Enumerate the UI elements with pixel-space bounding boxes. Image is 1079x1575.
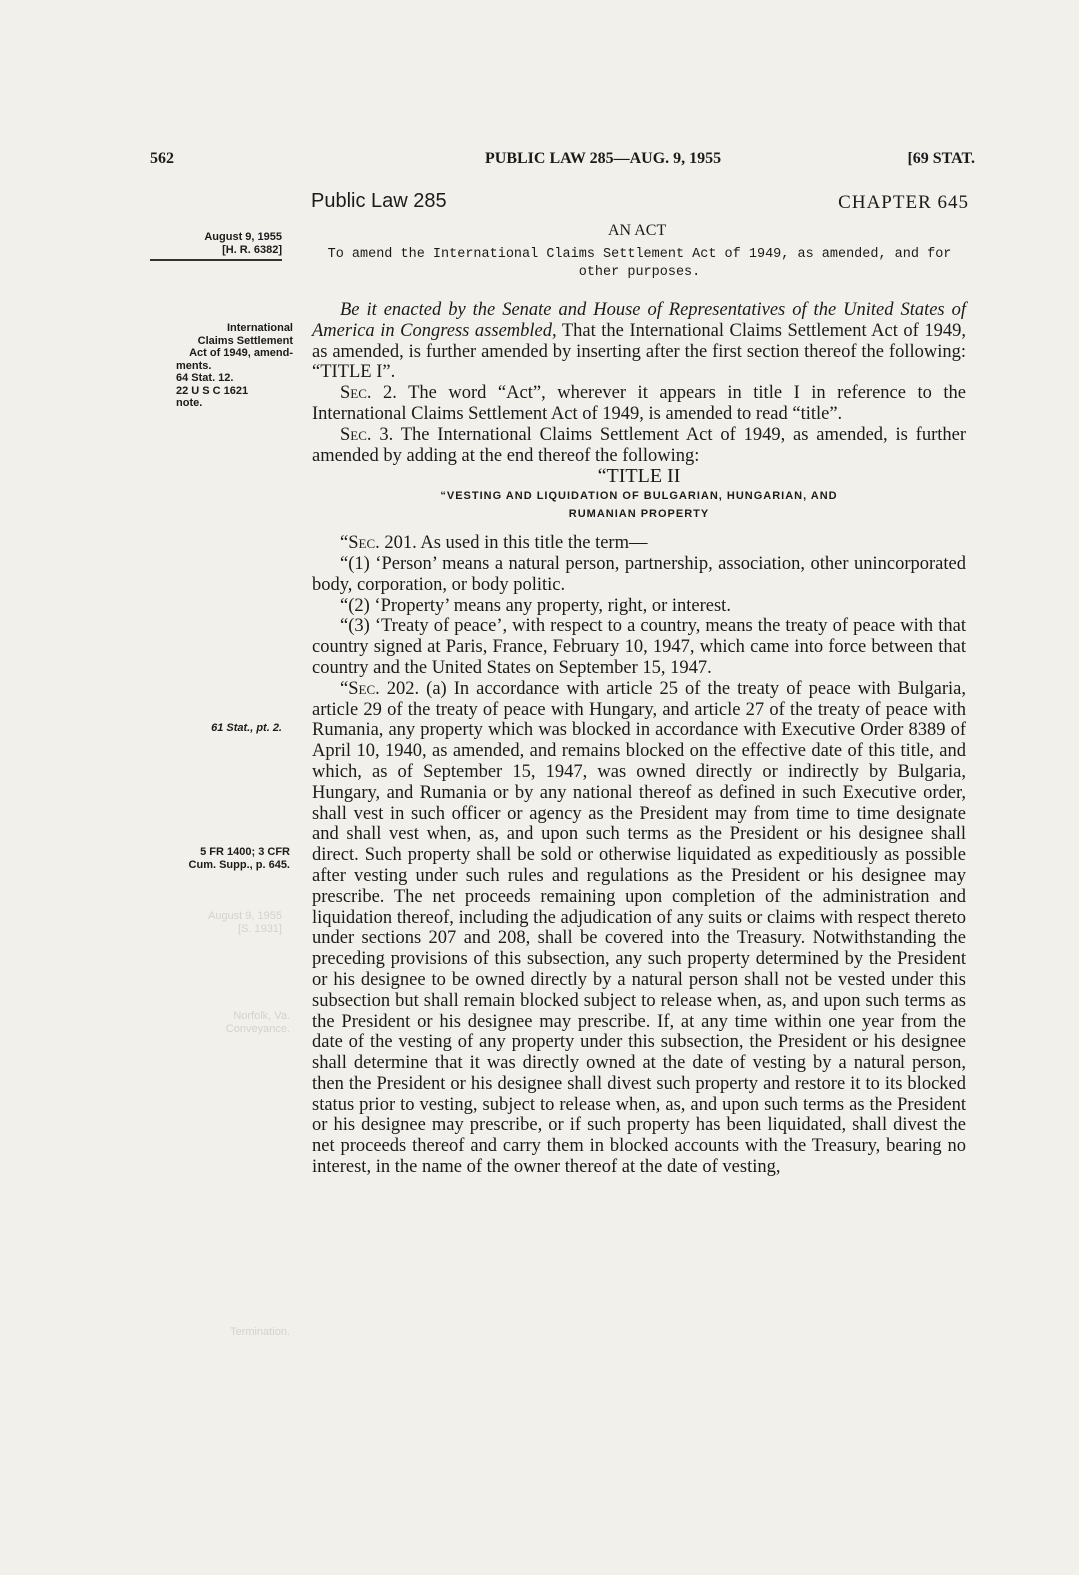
title-ii-heading: “TITLE II bbox=[597, 465, 681, 488]
margin-note-fr-ref: 5 FR 1400; 3 CFR Cum. Supp., p. 645. bbox=[188, 846, 290, 871]
bleed-through-note-3: Termination. bbox=[230, 1326, 290, 1338]
section-2: Sec. 2. The word “Act”, wherever it appears in title I in reference to the International Claims Settlement Act of 1949, is amended to read “title”. bbox=[312, 383, 966, 424]
section-201: “Sec. 201. As used in this title the term— bbox=[340, 533, 648, 554]
volume-reference: [69 STAT. bbox=[907, 150, 975, 167]
margin-note-subject: International Claims Settlement Act of 1949, amend- ments. 64 Stat. 12. 22 U S C 1621 note. bbox=[176, 322, 293, 409]
bleed-through-note-2: Norfolk, Va. Conveyance. bbox=[225, 1010, 290, 1035]
chapter-number: CHAPTER 645 bbox=[838, 192, 969, 213]
act-title: To amend the International Claims Settlement Act of 1949, as amended, and for other purposes. bbox=[327, 247, 952, 280]
page-number: 562 bbox=[150, 150, 174, 167]
public-law-number: Public Law 285 bbox=[311, 190, 447, 212]
title-ii-subheading: “VESTING AND LIQUIDATION OF BULGARIAN, HUNGARIAN, AND RUMANIAN PROPERTY bbox=[440, 490, 838, 521]
section-3: Sec. 3. The International Claims Settlement Act of 1949, as amended, is further amended by adding at the end thereof the following: bbox=[312, 424, 966, 466]
definition-3: “(3) ‘Treaty of peace’, with respect to a country, means the treaty of peace with that country signed at Paris, France, February 10, 1947, which came into force between that country and the United States on September 15, 1947. bbox=[312, 616, 966, 678]
definition-1: “(1) ‘Person’ means a natural person, partnership, association, other unincorporated body, corporation, or body politic. bbox=[312, 553, 966, 595]
margin-note-stat-ref: 61 Stat., pt. 2. bbox=[211, 722, 282, 734]
definition-2: “(2) ‘Property’ means any property, right, or interest. bbox=[340, 595, 731, 616]
an-act-heading: AN ACT bbox=[608, 222, 667, 239]
divider bbox=[150, 259, 282, 261]
margin-note-date: August 9, 1955 [H. R. 6382] bbox=[150, 231, 282, 261]
running-title: PUBLIC LAW 285—AUG. 9, 1955 bbox=[485, 150, 722, 167]
running-header bbox=[150, 150, 975, 174]
body-text bbox=[312, 300, 966, 1178]
enacting-clause: Be it enacted by the Senate and House of Representatives of the United States of America in Congress assembled, That the International Claims Settlement Act of 1949, as amended, is further amended by inserting after the first section thereof the following: “TITLE I”. bbox=[312, 300, 966, 383]
bleed-through-note-1: August 9, 1955 [S. 1931] bbox=[207, 910, 282, 935]
section-202: “Sec. 202. (a) In accordance with article 25 of the treaty of peace with Bulgaria, article 29 of the treaty of peace with Hungary, and article 27 of the treaty of peace with Rumania, any property which was blocked in accordance with Executive Order 8389 of April 10, 1940, as amended, and remains blocked on the effective date of this title, and which, as of September 15, 1947, was owned directly or indirectly by Bulgaria, Hungary, and Rumania or by any national thereof as defined in such Executive order, shall vest in such officer or agency as the President may from time to time designate and shall vest when, as, and upon such terms as the President or his designee shall direct. Such property shall be sold or otherwise liquidated as expeditiously as possible after vesting under such rules and regulations as the President or his designee may prescribe. The net proceeds remaining upon completion of the administration and liquidation thereof, including the adjudication of any suits or claims with respect thereto under sections 207 and 208, shall be covered into the Treasury. Notwithstanding the preceding provisions of this subsection, any such property determined by the President or his designee to be owned directly by a natural person shall not be vested under this subsection but shall remain blocked subject to release when, as, and upon such terms as the President or his designee may prescribe. If, at any time within one year from the date of the vesting of any property under this subsection, the President or his designee shall determine that it was directly owned at the date of vesting by a natural person, then the President or his designee shall divest such property and restore it to its blocked status prior to vesting, subject to release when, as, and upon such terms as the President or his designee may prescribe, or if such property has been liquidated, shall divest the net proceeds thereof and carry them in blocked accounts with the Treasury, bearing no interest, in the name of the owner thereof at the date of vesting, bbox=[312, 678, 966, 1178]
